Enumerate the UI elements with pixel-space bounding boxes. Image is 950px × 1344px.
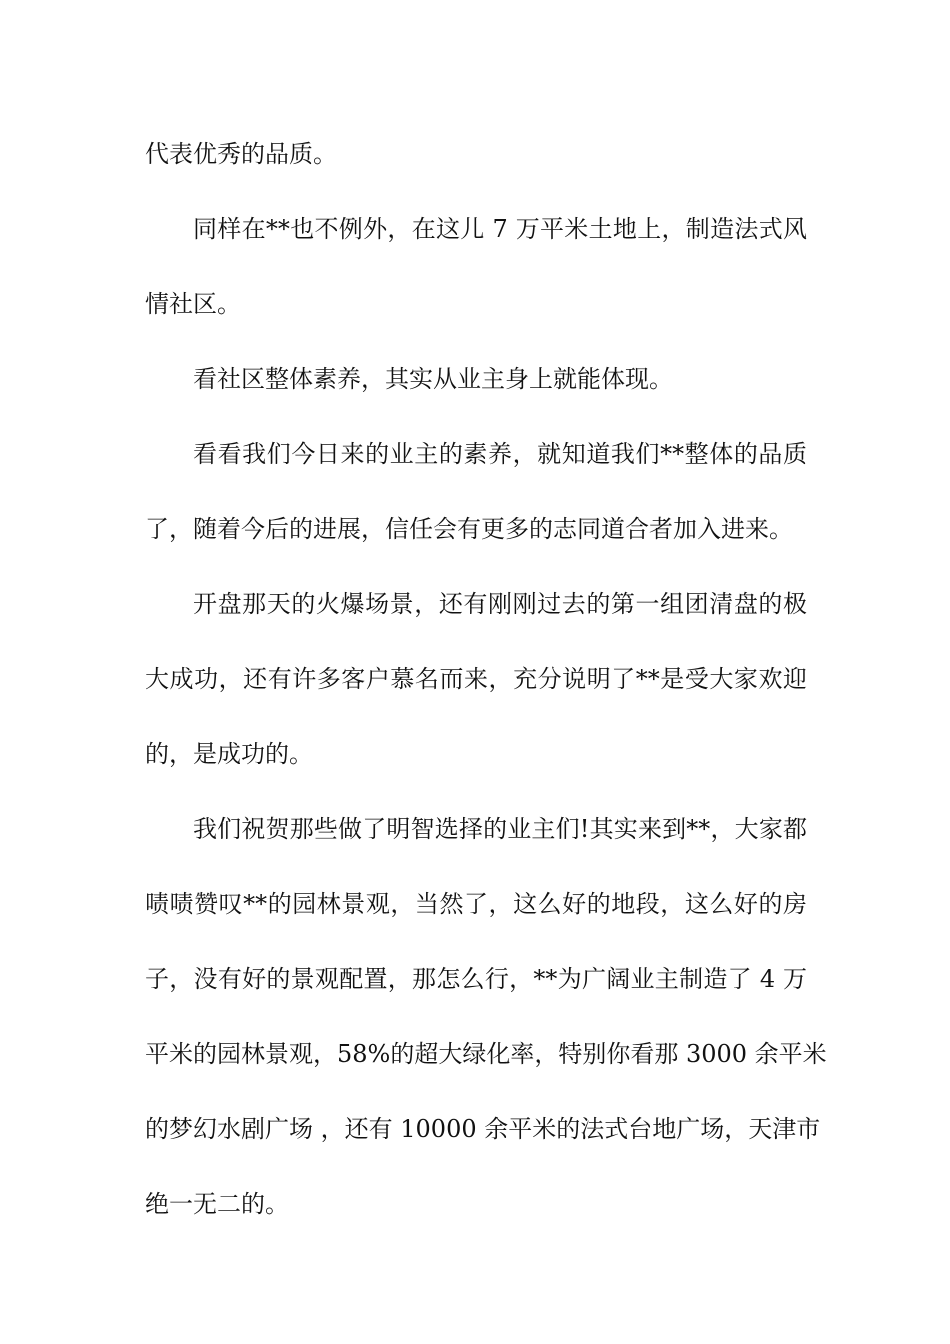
document-body	[145, 117, 827, 1242]
text-line-7: 开盘那天的火爆场景，还有刚刚过去的第一组团清盘的极	[193, 590, 807, 618]
text-line-15: 绝一无二的。	[145, 1190, 289, 1218]
text-line-4: 看社区整体素养，其实从业主身上就能体现。	[193, 365, 673, 393]
text-line-11: 啧啧赞叹**的园林景观，当然了，这么好的地段，这么好的房	[145, 890, 807, 918]
text-line-9: 的，是成功的。	[145, 740, 313, 768]
text-line-6: 了，随着今后的进展，信任会有更多的志同道合者加入进来。	[145, 515, 793, 543]
text-line-13: 平米的园林景观，58%的超大绿化率，特别你看那 3000 余平米	[145, 1040, 827, 1068]
text-line-8: 大成功，还有许多客户慕名而来，充分说明了**是受大家欢迎	[145, 665, 807, 693]
text-line-5: 看看我们今日来的业主的素养，就知道我们**整体的品质	[193, 440, 807, 468]
text-line-1: 代表优秀的品质。	[145, 140, 337, 168]
text-line-2: 同样在**也不例外，在这儿 7 万平米土地上，制造法式风	[193, 215, 807, 243]
text-line-12: 子，没有好的景观配置，那怎么行，**为广阔业主制造了 4 万	[145, 965, 807, 993]
text-line-10: 我们祝贺那些做了明智选择的业主们!其实来到**，大家都	[193, 815, 807, 843]
text-line-3: 情社区。	[145, 290, 241, 318]
text-line-14: 的梦幻水剧广场 ，还有 10000 余平米的法式台地广场，天津市	[145, 1115, 821, 1143]
